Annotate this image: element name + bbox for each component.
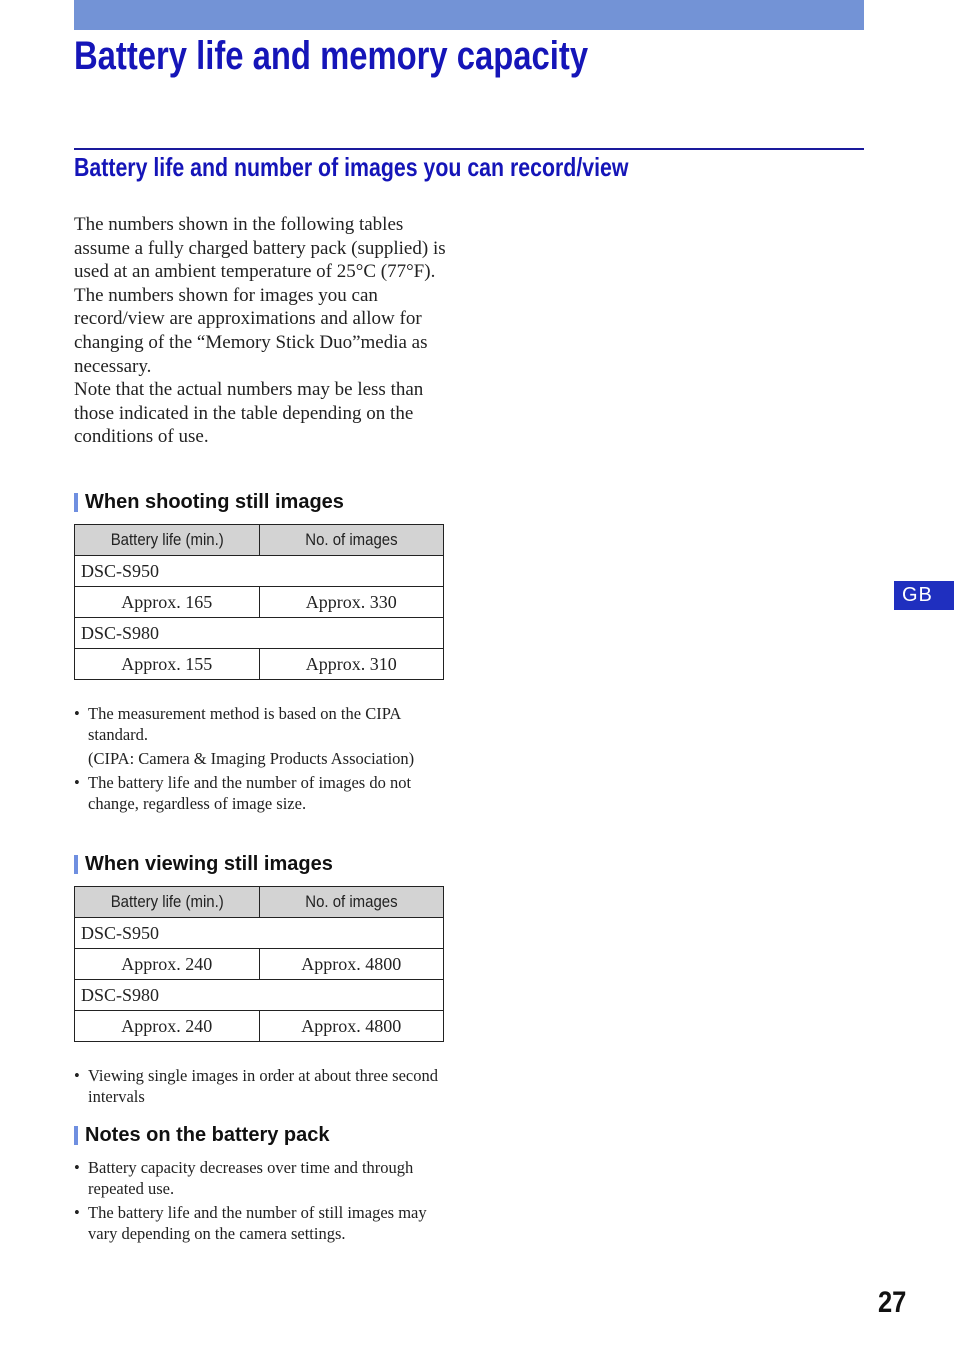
list-item: • The battery life and the number of still images may vary depending on the camera settings. — [74, 1202, 446, 1244]
shooting-heading-label: When shooting still images — [85, 491, 344, 513]
top-color-bar — [74, 0, 864, 30]
viewing-table — [74, 886, 444, 1042]
table-row — [75, 1011, 444, 1042]
table-row — [75, 980, 444, 1011]
battery-notes-heading-label: Notes on the battery pack — [85, 1124, 330, 1146]
battery-notes — [74, 1157, 446, 1247]
viewing-heading — [74, 853, 333, 876]
table-header-row — [75, 525, 444, 556]
images-cell: Approx. 330 — [259, 587, 444, 618]
model-cell: DSC-S950 — [75, 556, 444, 587]
viewing-notes — [74, 1065, 446, 1110]
viewing-heading-label: When viewing still images — [85, 853, 333, 875]
page-number: 27 — [878, 1286, 907, 1319]
list-item: • The measurement method is based on the CIPA standard. — [74, 703, 446, 745]
table-row — [75, 918, 444, 949]
battery-cell: Approx. 165 — [75, 587, 260, 618]
section-title: Battery life and number of images you can record/view — [74, 152, 629, 182]
heading-marker — [74, 1126, 78, 1145]
list-item: • The battery life and the number of images do not change, regardless of image size. — [74, 772, 446, 814]
page-title: Battery life and memory capacity — [74, 34, 589, 78]
table-row — [75, 587, 444, 618]
battery-notes-heading — [74, 1124, 330, 1147]
model-cell: DSC-S980 — [75, 618, 444, 649]
battery-cell: Approx. 155 — [75, 649, 260, 680]
list-item: • Viewing single images in order at about three second intervals — [74, 1065, 446, 1107]
table-header-row — [75, 887, 444, 918]
intro-text — [74, 213, 449, 449]
intro-paragraph-2: Note that the actual numbers may be less than those indicated in the table depending on the conditions of use. — [74, 379, 424, 448]
battery-cell: Approx. 240 — [75, 949, 260, 980]
shooting-heading — [74, 491, 344, 514]
column-header-battery: Battery life (min.) — [75, 887, 260, 918]
shooting-table — [74, 524, 444, 680]
column-header-images: No. of images — [259, 887, 444, 918]
images-cell: Approx. 4800 — [259, 949, 444, 980]
images-cell: Approx. 4800 — [259, 1011, 444, 1042]
heading-marker — [74, 855, 78, 874]
shooting-notes — [74, 703, 446, 817]
intro-paragraph-1: The numbers shown in the following tables assume a fully charged battery pack (supplied) is used at an ambient temperature of 25°C (77°F). The numbers shown for images you can record/view are approximations and allow for changing of the “Memory Stick Duo”media as necessary. — [74, 214, 446, 377]
model-cell: DSC-S980 — [75, 980, 444, 1011]
table-row — [75, 949, 444, 980]
table-row — [75, 618, 444, 649]
battery-cell: Approx. 240 — [75, 1011, 260, 1042]
heading-marker — [74, 493, 78, 512]
list-item: (CIPA: Camera & Imaging Products Association) — [88, 749, 415, 768]
table-row — [75, 556, 444, 587]
language-tab: GB — [894, 581, 954, 610]
list-item: • Battery capacity decreases over time and through repeated use. — [74, 1157, 446, 1199]
column-header-images: No. of images — [259, 525, 444, 556]
table-row — [75, 649, 444, 680]
column-header-battery: Battery life (min.) — [75, 525, 260, 556]
images-cell: Approx. 310 — [259, 649, 444, 680]
section-rule — [74, 148, 864, 150]
model-cell: DSC-S950 — [75, 918, 444, 949]
